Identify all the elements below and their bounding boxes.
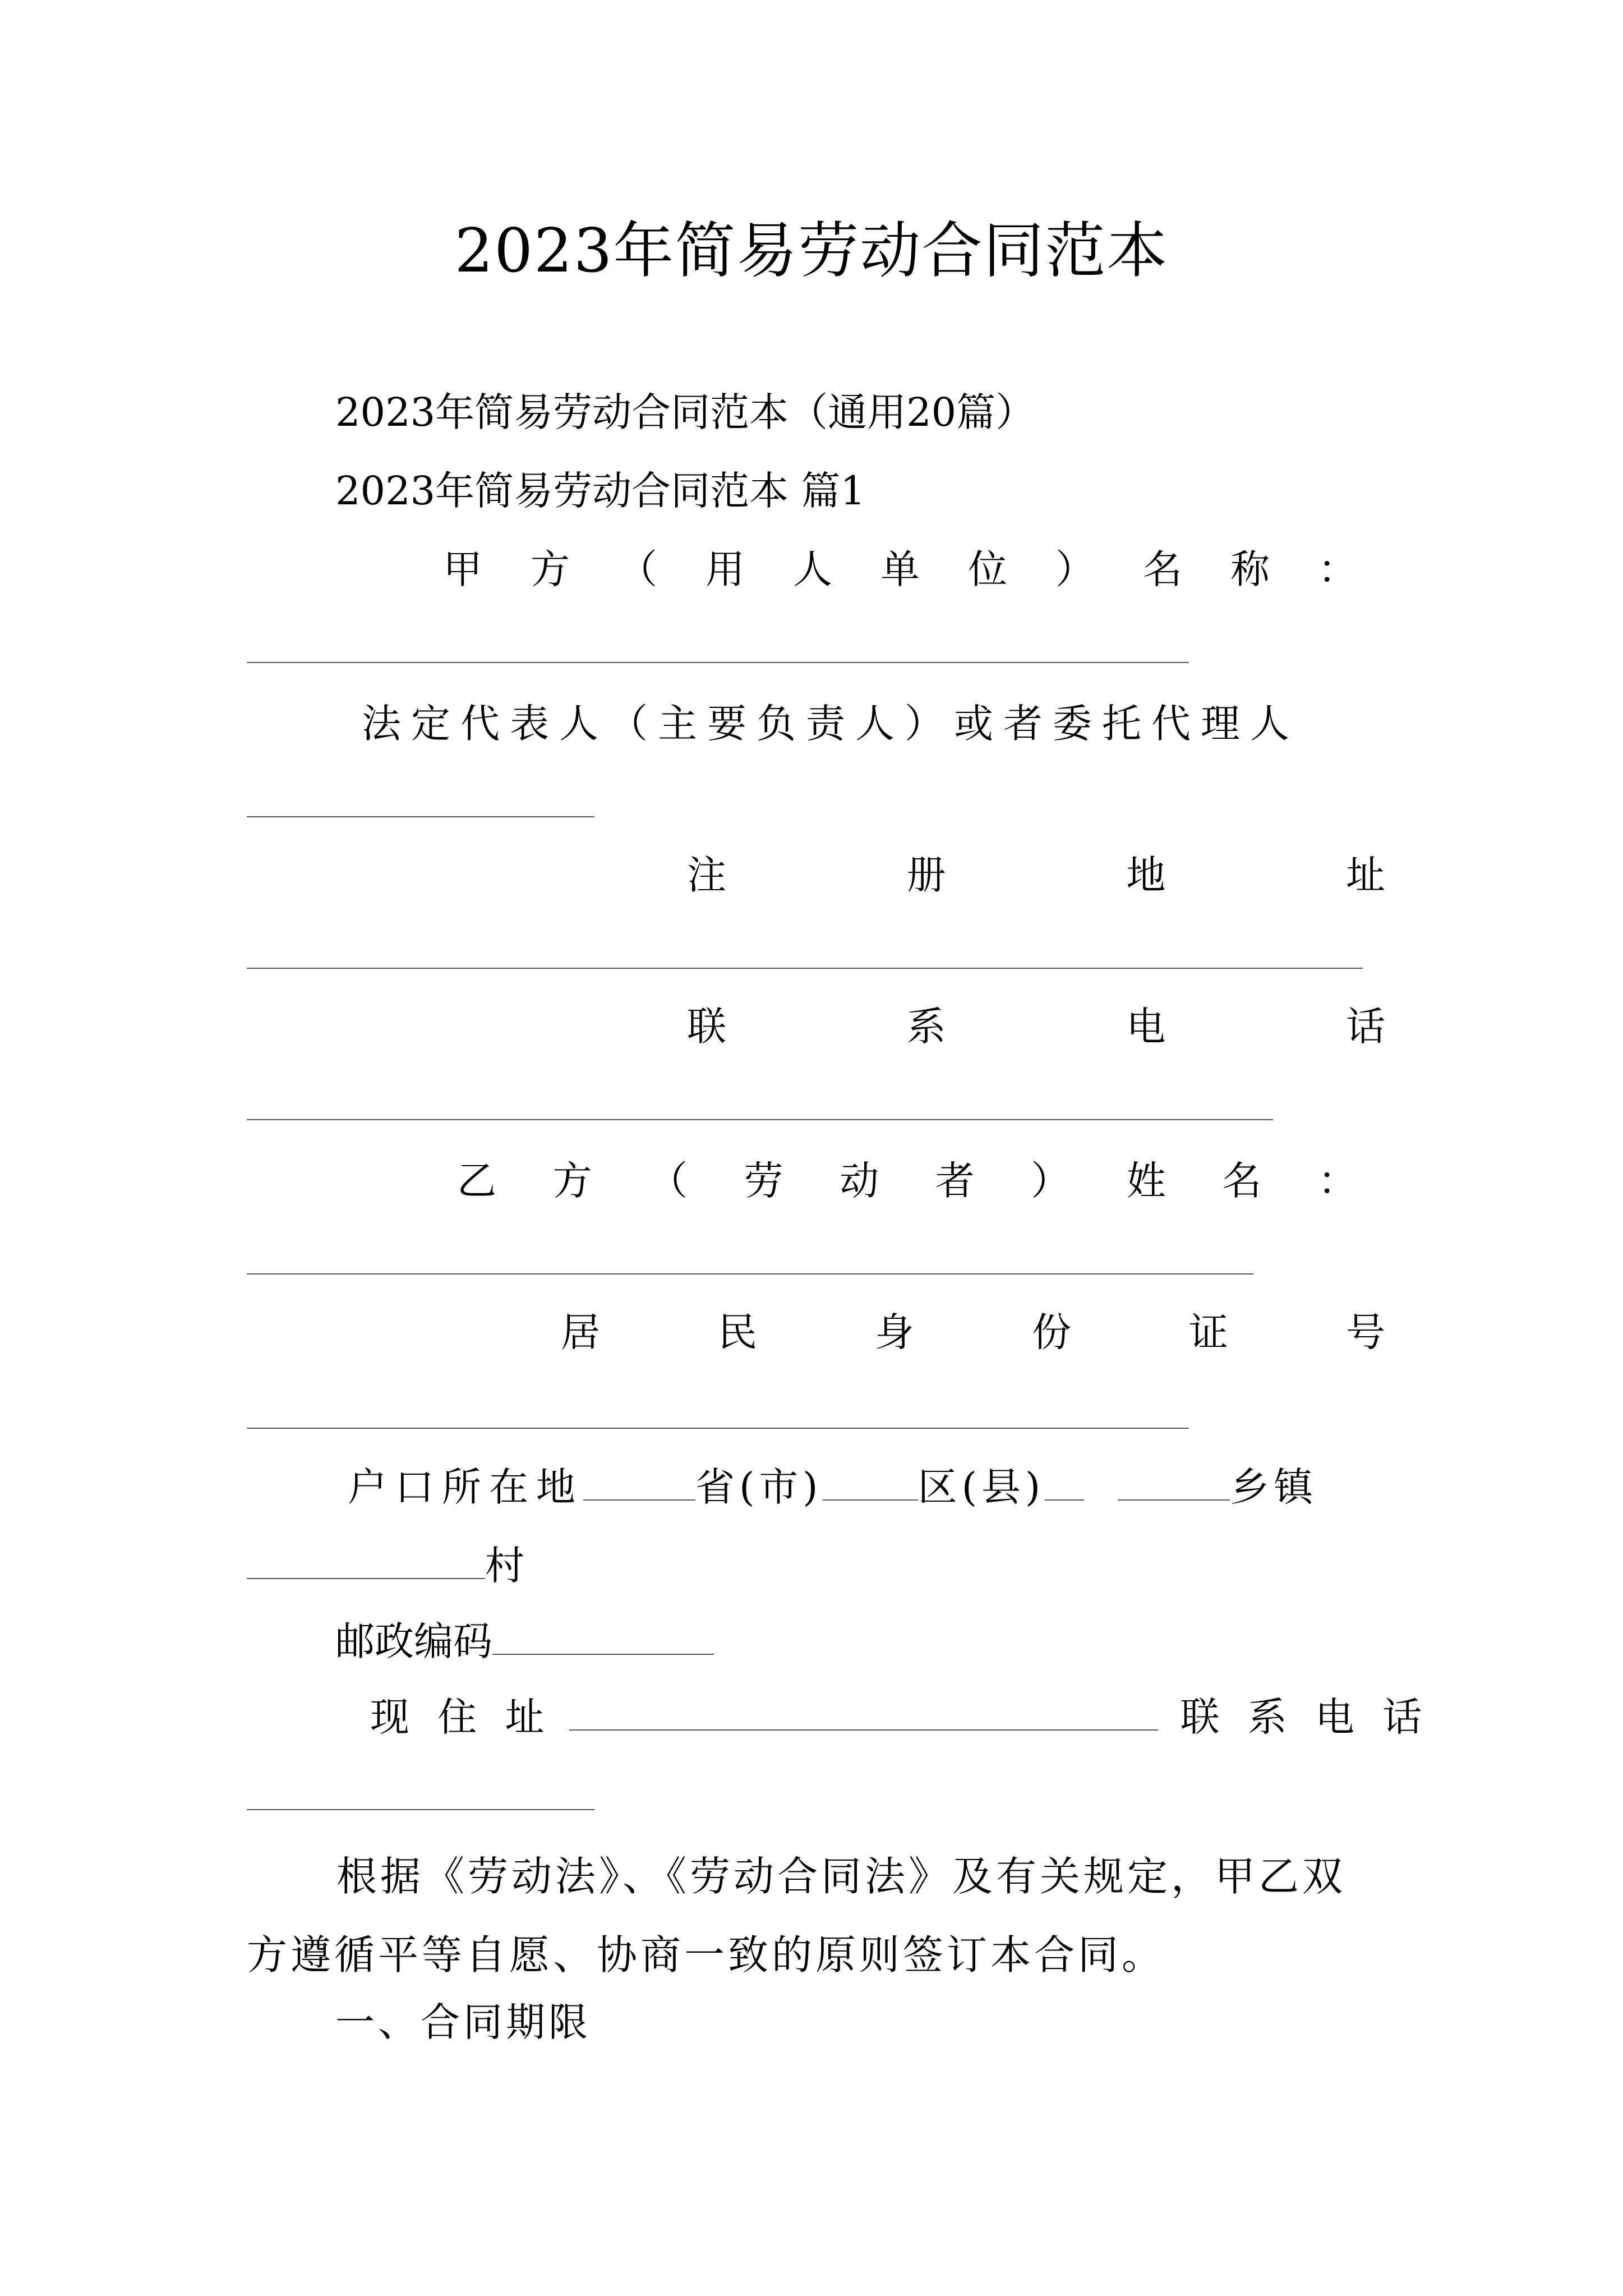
party-a-rep-label: 法定代表人（主要负责人）或者委托代理人 — [362, 701, 1299, 747]
hukou-label: 户口所在地 — [348, 1464, 583, 1510]
label-char: 用 — [706, 546, 745, 592]
party-b-hukou-line — [348, 1464, 1318, 1510]
label-char: 系 — [906, 1004, 946, 1050]
label-char: 乙 — [457, 1158, 496, 1204]
label-char: 方 — [552, 1158, 592, 1204]
label-char: ） — [1055, 546, 1095, 592]
village-label: 村 — [485, 1543, 524, 1589]
party-b-name-blank — [247, 1273, 1253, 1274]
district-blank — [823, 1467, 918, 1501]
label-char: 册 — [906, 852, 946, 898]
label-char: （ — [618, 546, 657, 592]
label-char: ： — [1317, 1158, 1357, 1204]
label-char: 者 — [935, 1158, 975, 1204]
label-char: 位 — [968, 546, 1007, 592]
label-char: 份 — [1032, 1309, 1071, 1355]
label-char: 话 — [1345, 1004, 1385, 1050]
section-heading: 2023年简易劳动合同范本 篇1 — [335, 468, 865, 514]
party-b-id-blank — [247, 1428, 1189, 1429]
party-a-phone-label — [687, 1004, 1385, 1050]
party-a-name-label — [443, 546, 1357, 592]
party-b-phone-blank — [247, 1809, 594, 1810]
label-char: 注 — [687, 852, 726, 898]
label-char: 民 — [718, 1309, 757, 1355]
contact-phone-label: 联 系 电 话 — [1180, 1694, 1430, 1740]
current-address-blank — [569, 1697, 1158, 1731]
label-char: 名 — [1143, 546, 1182, 592]
town-blank-b — [1118, 1467, 1230, 1501]
label-char: 称 — [1230, 546, 1270, 592]
province-blank — [583, 1467, 695, 1501]
label-char: 居 — [561, 1309, 600, 1355]
party-b-id-label — [561, 1309, 1385, 1355]
label-char: ： — [1318, 546, 1357, 592]
label-char: 方 — [531, 546, 570, 592]
label-char: 动 — [840, 1158, 879, 1204]
party-b-current-address-line — [370, 1694, 1430, 1740]
document-subtitle: 2023年简易劳动合同范本（通用20篇） — [335, 389, 1035, 435]
label-char: 人 — [793, 546, 832, 592]
label-char: 联 — [687, 1004, 726, 1050]
label-char: 电 — [1126, 1004, 1166, 1050]
label-char: （ — [648, 1158, 688, 1204]
intro-paragraph: 根据《劳动法》、《劳动合同法》及有关规定，甲乙双方遵循平等自愿、协商一致的原则签订本合同。 — [247, 1853, 1347, 1978]
label-char: 证 — [1189, 1309, 1228, 1355]
label-char: 劳 — [744, 1158, 783, 1204]
village-blank — [247, 1545, 485, 1579]
clause-one-heading: 一、合同期限 — [335, 1999, 591, 2045]
postcode-label: 邮政编码 — [335, 1618, 492, 1664]
label-char: 身 — [875, 1309, 914, 1355]
label-char: 址 — [1345, 852, 1385, 898]
label-char: 姓 — [1126, 1158, 1166, 1204]
postcode-blank — [492, 1621, 714, 1655]
party-b-village-line — [247, 1543, 524, 1589]
label-char: 名 — [1222, 1158, 1262, 1204]
party-a-rep-blank — [247, 816, 594, 817]
party-a-phone-blank — [247, 1119, 1273, 1120]
label-char: 甲 — [443, 546, 482, 592]
town-blank-a — [1045, 1467, 1084, 1501]
party-b-postcode-line — [335, 1618, 714, 1664]
party-a-name-blank — [247, 662, 1189, 663]
current-address-label: 现 住 址 — [370, 1694, 552, 1740]
district-label: 区(县) — [917, 1464, 1045, 1510]
party-a-address-blank — [247, 968, 1363, 969]
label-char: 地 — [1126, 852, 1166, 898]
province-label: 省(市) — [695, 1464, 823, 1510]
party-b-name-label — [457, 1158, 1357, 1204]
label-char: 号 — [1346, 1309, 1385, 1355]
party-a-address-label — [687, 852, 1385, 898]
town-label: 乡镇 — [1230, 1464, 1318, 1510]
label-char: ） — [1031, 1158, 1071, 1204]
document-title: 2023年简易劳动合同范本 — [454, 216, 1169, 286]
label-char: 单 — [880, 546, 920, 592]
